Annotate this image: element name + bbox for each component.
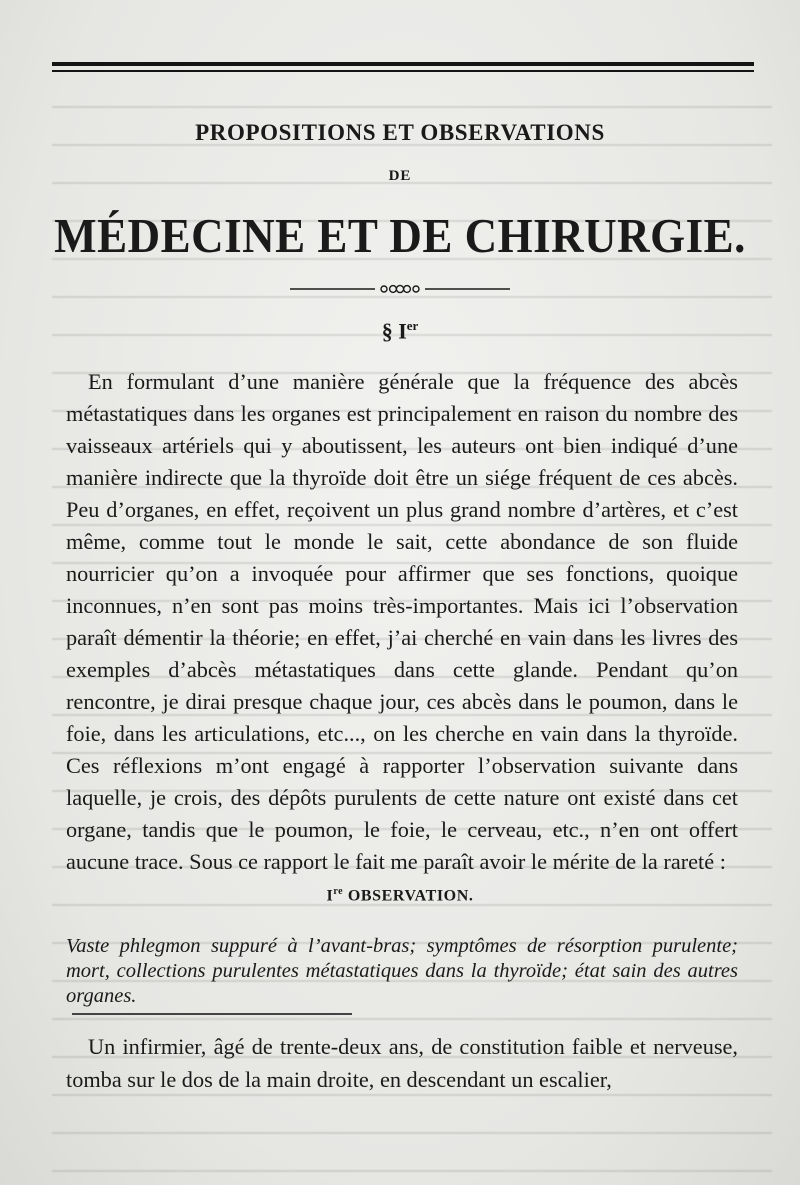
observation-heading xyxy=(0,886,800,905)
observation-text xyxy=(66,1030,738,1096)
title-line-2: MÉDECINE ET DE CHIRURGIE. xyxy=(54,209,746,263)
title-line-1: PROPOSITIONS ET OBSERVATIONS xyxy=(195,120,605,145)
summary-underline xyxy=(72,1013,352,1015)
header-rule-thin xyxy=(52,70,754,72)
observation-summary: Vaste phlegmon suppuré à l’avant-bras; symptômes de résorption purulente; mort, collections purulentes métastatiques dans la thyroïde; état sain des autres organes. xyxy=(66,935,738,1007)
paragraph-1: En formulant d’une manière générale que la fréquence des abcès métastatiques dans les organes est principalement en raison du nombre des vaisseaux artériels qui y aboutissent, les auteurs ont bien indiqué d’une manière indirecte que la thyroïde doit être un siége fréquent de ces abcès. Peu d’organes, en effet, reçoivent un plus grand nombre d’artères, et c’est même, comme tout le monde le sait, cette abondance de son fluide nourricier qu’on a invoquée pour affirmer que ses fonctions, quoique inconnues, n’en sont pas moins très-importantes. Mais ici l’observation paraît démentir la théorie; en effet, j’ai cherché en vain dans les livres des exemples d’abcès métastatiques dans cette glande. Pendant qu’on rencontre, je dirai presque chaque jour, ces abcès dans le poumon, dans le foie, dans les articulations, etc..., on les cherche en vain dans la thyroïde. Ces réflexions m’ont engagé à rapporter l’observation suivante dans laquelle, je crois, des dépôts purulents de cette nature ont existé dans cet organe, tandis que le poumon, le foie, le cerveau, etc., n’en ont offert aucune trace. Sous ce rapport le fait me paraît avoir le mérite de la rareté : xyxy=(66,369,738,874)
section-superscript: er xyxy=(406,318,419,333)
ornament-divider-icon xyxy=(290,283,510,295)
paragraph-2: Un infirmier, âgé de trente-deux ans, de constitution faible et nerveuse, tomba sur le dos de la main droite, en descendant un escalier, xyxy=(66,1034,738,1092)
observation-label: OBSERVATION. xyxy=(343,887,474,905)
section-heading xyxy=(0,318,800,344)
header-rule-thick xyxy=(52,62,754,66)
title-de: DE xyxy=(388,168,412,184)
main-body-text xyxy=(66,366,738,878)
section-mark: § I xyxy=(381,318,407,344)
observation-superscript: re xyxy=(333,886,344,897)
observation-number: I xyxy=(326,887,334,905)
